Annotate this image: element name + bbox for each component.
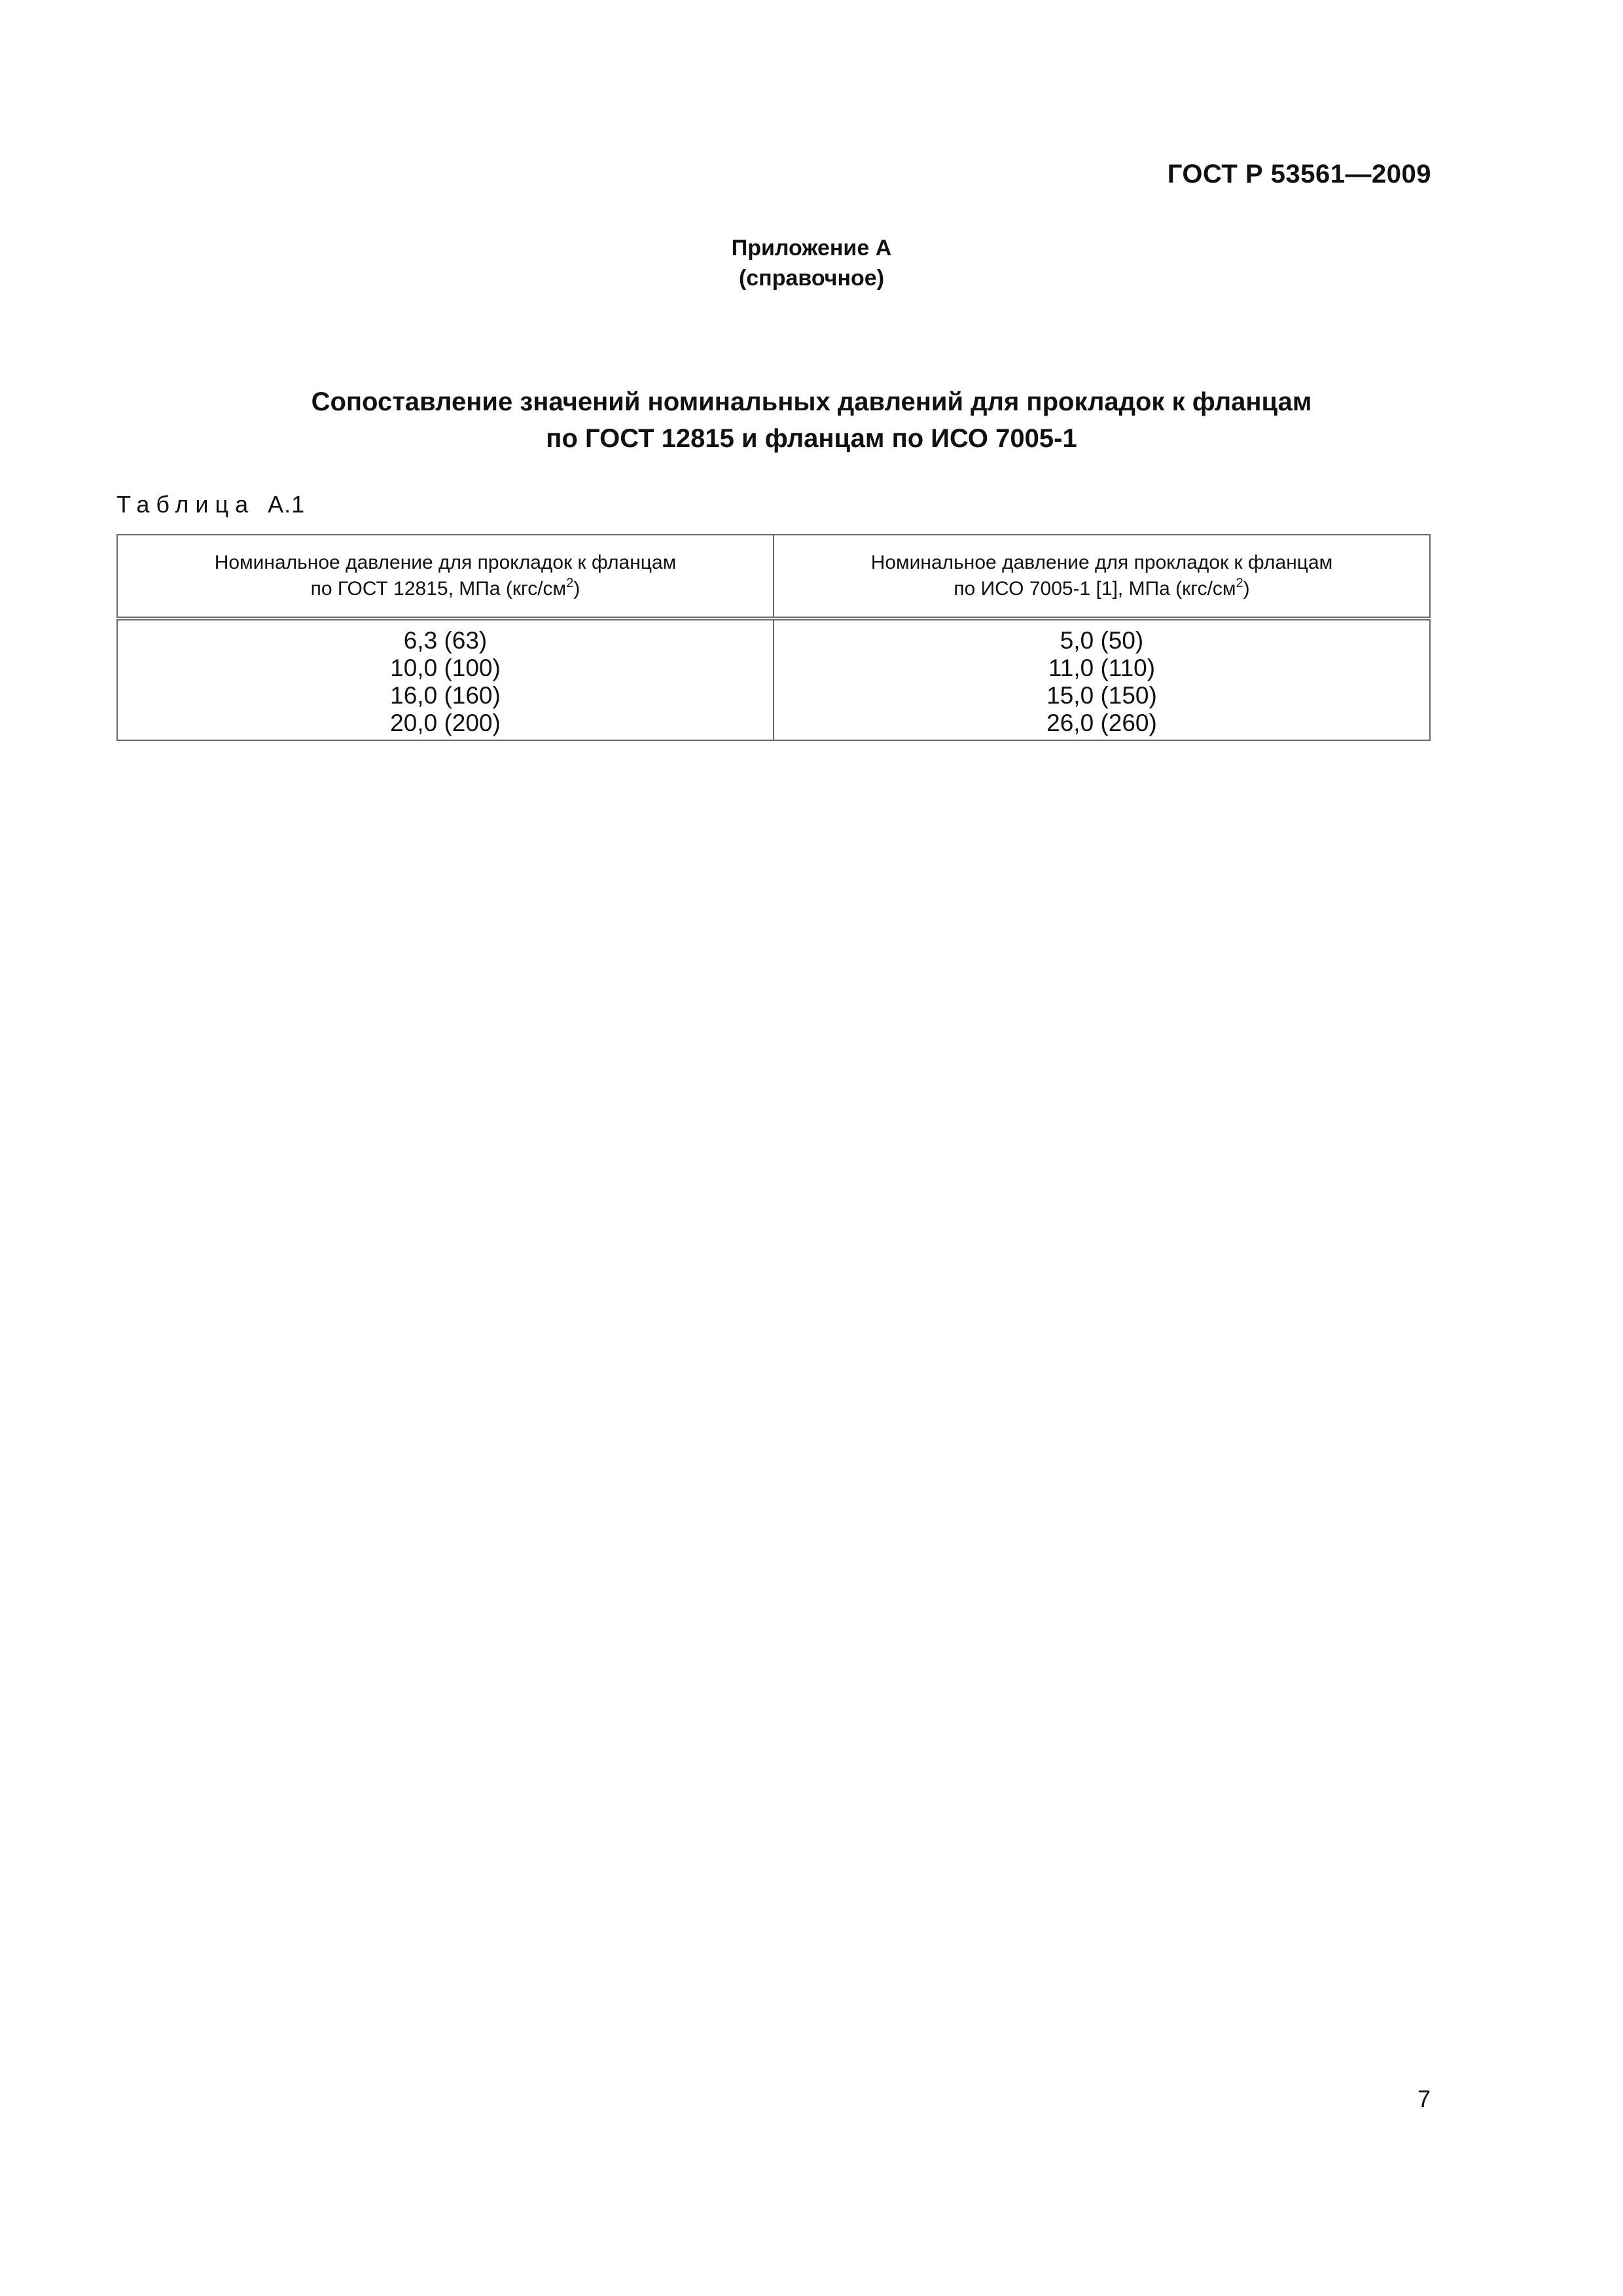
standard-code: ГОСТ Р 53561—2009 <box>1167 160 1431 188</box>
header-cell-iso <box>774 535 1430 619</box>
header-gost-closing: ) <box>573 578 580 600</box>
table-caption <box>116 491 305 518</box>
iso-value: 5,0 (50) <box>1060 627 1144 654</box>
table-row <box>117 619 1430 740</box>
appendix-heading <box>0 233 1623 293</box>
gost-value: 6,3 (63) <box>403 627 488 654</box>
appendix-subtitle: (справочное) <box>738 266 885 291</box>
header-cell-gost <box>117 535 774 619</box>
table-caption-word: Таблица <box>116 491 255 518</box>
gost-value: 16,0 (160) <box>390 682 501 709</box>
table-caption-number: А.1 <box>268 491 306 518</box>
iso-value: 15,0 (150) <box>1046 682 1157 709</box>
header-gost-units: по ГОСТ 12815, МПа (кгс/см <box>310 578 567 600</box>
document-title-line-1: Сопоставление значений номинальных давлений для прокладок к фланцам <box>311 387 1312 416</box>
header-iso-line-2 <box>787 576 1416 602</box>
gost-value: 10,0 (100) <box>390 655 501 681</box>
header-gost-superscript: 2 <box>566 576 574 590</box>
header-iso-units: по ИСО 7005-1 [1], МПа (кгс/см <box>954 578 1236 600</box>
header-iso-closing: ) <box>1243 578 1250 600</box>
iso-values-cell <box>774 619 1430 740</box>
document-title <box>0 384 1623 457</box>
pressure-comparison-table <box>116 534 1431 741</box>
table-header-row <box>117 535 1430 619</box>
appendix-title: Приложение А <box>731 236 892 260</box>
header-iso-line-1: Номинальное давление для прокладок к фланцам <box>870 552 1333 573</box>
header-iso-superscript: 2 <box>1236 576 1243 590</box>
header-gost-line-2 <box>131 576 760 602</box>
gost-values-cell <box>117 619 774 740</box>
document-title-line-2: по ГОСТ 12815 и фланцам по ИСО 7005-1 <box>546 424 1077 453</box>
header-gost-line-1: Номинальное давление для прокладок к фланцам <box>214 552 677 573</box>
iso-value: 11,0 (110) <box>1048 655 1156 681</box>
iso-value: 26,0 (260) <box>1046 709 1157 736</box>
gost-value: 20,0 (200) <box>390 709 501 736</box>
page-number: 7 <box>1417 2085 1431 2112</box>
